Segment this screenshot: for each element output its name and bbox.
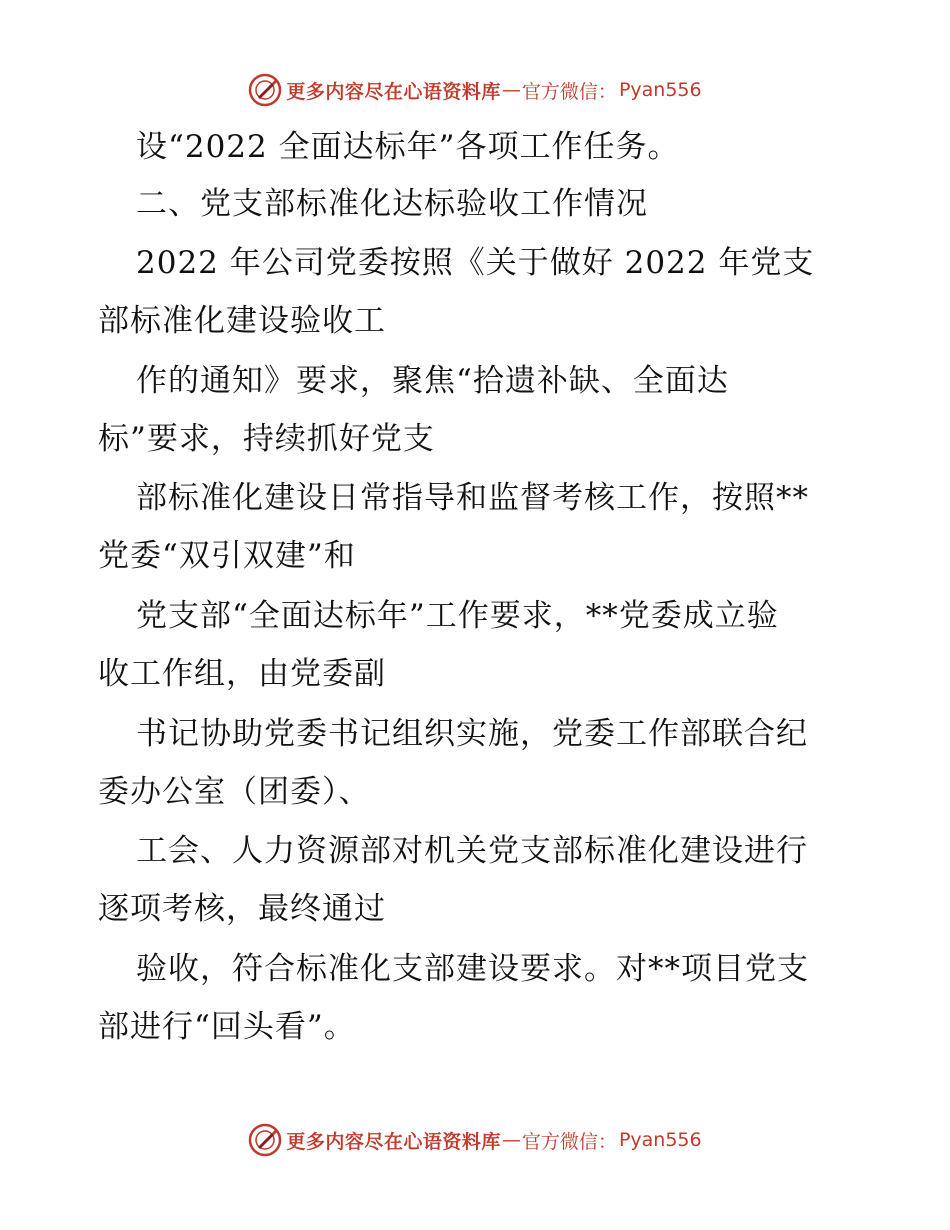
text-line-2: 二、党支部标准化达标验收工作情况 xyxy=(136,186,648,222)
watermark-header xyxy=(0,70,950,110)
text-line-10: 收工作组，由党委副 xyxy=(98,656,386,692)
text-line-14: 逐项考核，最终通过 xyxy=(98,891,386,927)
watermark-separator: — xyxy=(501,1129,521,1151)
text-line-1: 设“2022 全面达标年”各项工作任务。 xyxy=(136,129,680,165)
watermark-footer xyxy=(0,1120,950,1160)
watermark-wechat-id: Pyan556 xyxy=(618,79,702,101)
text-line-12: 委办公室（团委）、 xyxy=(98,774,371,810)
brand-logo-icon xyxy=(248,1123,282,1157)
text-line-15: 验收，符合标准化支部建设要求。对**项目党支 xyxy=(136,951,809,987)
text-line-3: 2022 年公司党委按照《关于做好 2022 年党支 xyxy=(136,245,815,281)
watermark-wechat-label: 官方微信： xyxy=(521,1130,617,1153)
text-line-5: 作的通知》要求，聚焦“拾遗补缺、全面达 xyxy=(136,363,729,399)
text-line-8: 党委“双引双建”和 xyxy=(98,538,356,574)
text-line-11: 书记协助党委书记组织实施，党委工作部联合纪 xyxy=(136,716,808,752)
watermark-separator: — xyxy=(501,79,521,101)
text-line-13: 工会、人力资源部对机关党支部标准化建设进行 xyxy=(136,833,808,869)
text-line-4: 部标准化建设验收工 xyxy=(98,303,386,339)
watermark-main-text: 更多内容尽在心语资料库 xyxy=(286,1130,501,1153)
text-line-7: 部标准化建设日常指导和监督考核工作，按照** xyxy=(136,480,809,516)
text-line-9: 党支部“全面达标年”工作要求，**党委成立验 xyxy=(136,598,779,634)
brand-logo-icon xyxy=(248,73,282,107)
watermark-wechat-label: 官方微信： xyxy=(521,80,617,103)
watermark-wechat-id: Pyan556 xyxy=(618,1129,702,1151)
watermark-main-text: 更多内容尽在心语资料库 xyxy=(286,80,501,103)
text-line-16: 部进行“回头看”。 xyxy=(98,1009,356,1045)
text-line-6: 标”要求，持续抓好党支 xyxy=(98,421,435,457)
